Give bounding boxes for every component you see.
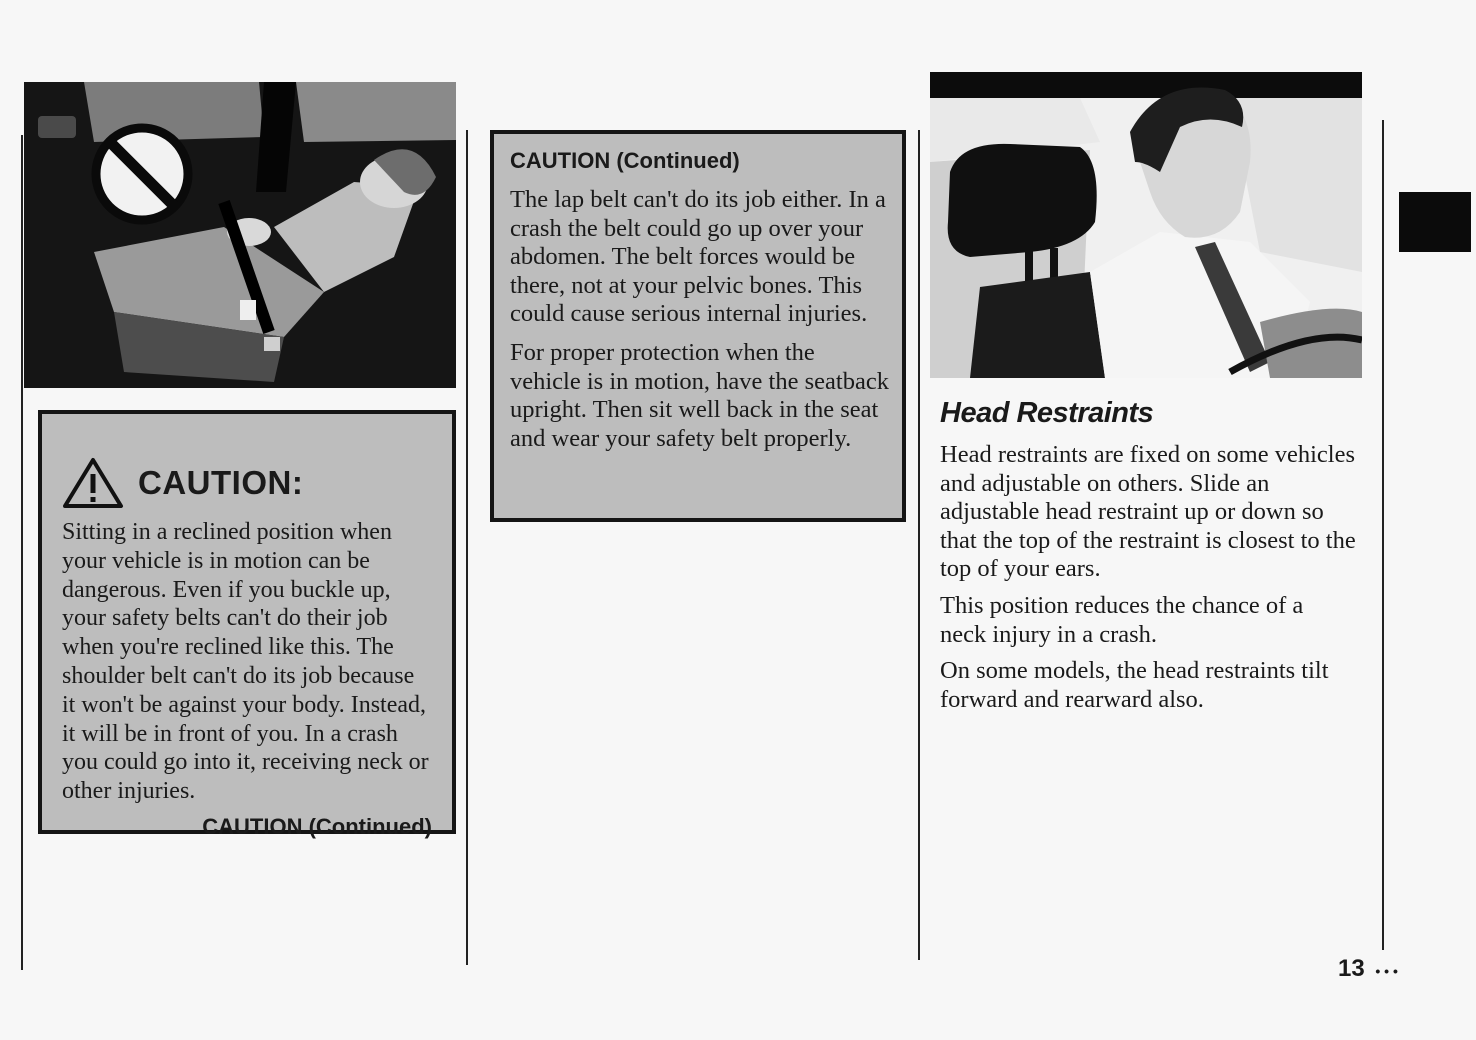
caution-box-reclined — [38, 410, 456, 839]
head-restraint-drawing — [930, 72, 1362, 378]
head-restraints-section — [940, 393, 1372, 714]
section-title: Head Restraints — [940, 397, 1154, 429]
caution-heading: CAUTION: — [138, 464, 304, 501]
page-dots: • • • — [1375, 963, 1398, 979]
page-footer — [1338, 955, 1398, 983]
caution-continued-label: CAUTION (Continued) — [202, 813, 432, 839]
head-restraint-illustration — [930, 72, 1362, 378]
caution-paragraph: Sitting in a reclined position when your vehicle is in motion can be dangerous. Even if you buckle up, your safety belts can't do their job when you're reclined like this. The shoulder belt can't do its job because it won't be against your body. Instead, it will be in front of you. In a crash you could go into it, receiving neck or other injuries. — [62, 519, 429, 805]
caution-header — [62, 460, 434, 506]
caution-paragraph-lap-belt: The lap belt can't do its job either. In a crash the belt could go up over your abdomen. The belt forces would be there, not at your pelvic bones. This could cause serious internal injuries. — [510, 186, 886, 328]
reclined-passenger-drawing — [24, 82, 456, 388]
caution-box-continued — [490, 130, 906, 522]
head-restraints-paragraph-1: Head restraints are fixed on some vehicles and adjustable on others. Slide an adjustable head restraint up or down so that the top of the restraint is closest to the top of your ears. — [940, 441, 1356, 583]
caution-paragraph-proper-protection: For proper protection when the vehicle is in motion, have the seatback upright. Then sit well back in the seat and wear your safety belt properly. — [510, 338, 889, 452]
warning-triangle-icon — [62, 457, 124, 509]
section-tab-marker — [1399, 192, 1471, 252]
reclined-passenger-illustration — [24, 82, 456, 388]
head-restraints-paragraph-3: On some models, the head restraints tilt forward and rearward also. — [940, 657, 1329, 713]
column-rule-right — [1382, 120, 1384, 950]
head-restraints-paragraph-2: This position reduces the chance of a neck injury in a crash. — [940, 591, 1304, 648]
column-rule-middle-right — [918, 130, 920, 960]
column-rule-left — [21, 135, 23, 970]
caution-continued-heading: CAUTION (Continued) — [510, 148, 740, 173]
column-rule-middle-left — [466, 130, 468, 965]
page-number: 13 — [1338, 955, 1365, 982]
